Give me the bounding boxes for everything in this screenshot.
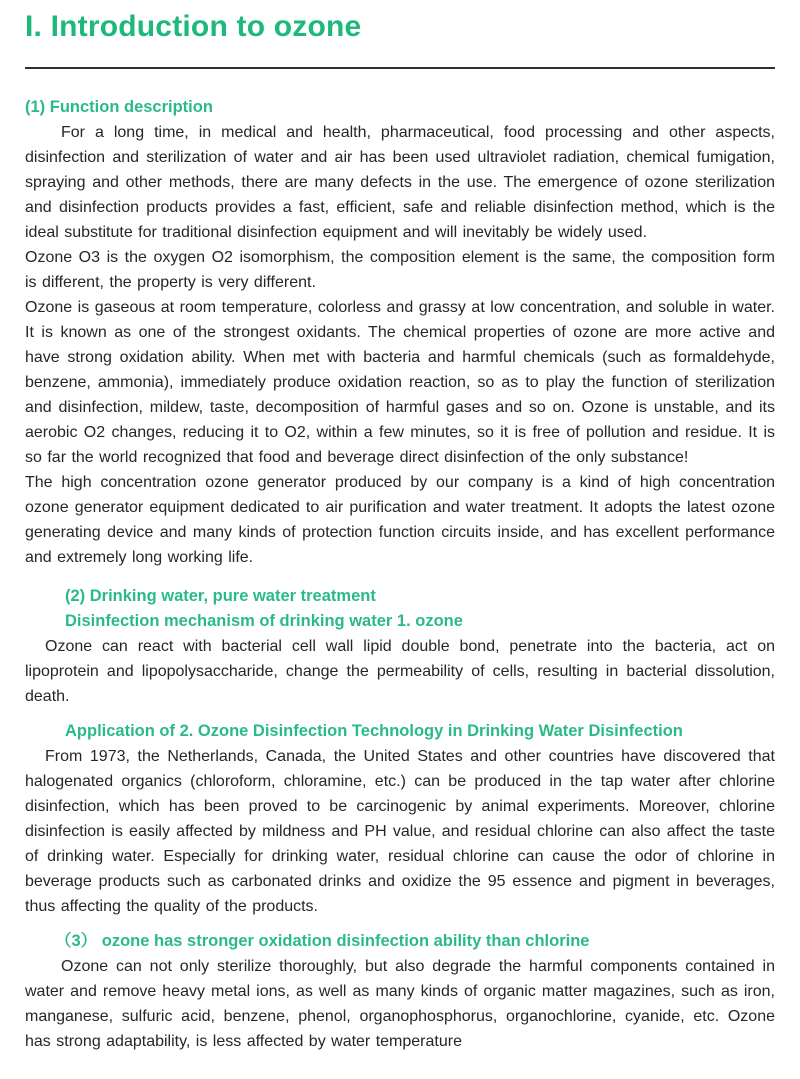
- heading-function-description: (1) Function description: [25, 98, 213, 116]
- paragraph-oxidation-ability: Ozone can not only sterilize thoroughly, but also degrade the harmful components contained in water and remove heavy metal ions, as well as many kinds of organic matter magazines, such as iron, manganese, sulfuric acid, benzene, phenol, organophosphorus, organochlorine, cyanide, etc. Ozone has strong adaptability, is less affected by water temperature: [25, 958, 775, 1050]
- section-drinking-water: [25, 584, 775, 1054]
- paragraph-application: From 1973, the Netherlands, Canada, the United States and other countries have discovered that halogenated organics (chloroform, chloramine, etc.) can be produced in the tap water after chlorine disinfection, which has been proved to be carcinogenic by animal experiments. Moreover, chlorine disinfection is easily affected by mildness and PH value, and residual chlorine can also affect the taste of drinking water. Especially for drinking water, residual chlorine can cause the odor of chlorine in beverage products such as carbonated drinks and oxidize the 95 essence and pigment in beverages, thus affecting the quality of the products.: [25, 748, 775, 915]
- subheading-disinfection-mechanism: Disinfection mechanism of drinking water 1. ozone: [65, 612, 463, 630]
- paragraph-disinfection-mechanism: Ozone can react with bacterial cell wall lipid double bond, penetrate into the bacteria, act on lipoprotein and lipopolysaccharide, change the permeability of cells, resulting in bacterial dissolution, death.: [25, 638, 775, 705]
- page-title: I. Introduction to ozone: [25, 10, 362, 43]
- heading-drinking-water: (2) Drinking water, pure water treatment: [65, 587, 376, 605]
- subheading-application: Application of 2. Ozone Disinfection Technology in Drinking Water Disinfection: [65, 722, 683, 740]
- section-spacer: [25, 570, 775, 584]
- paragraph-ozone-generator: The high concentration ozone generator produced by our company is a kind of high concentration ozone generator equipment dedicated to air purification and water treatment. It adopts the latest ozone generating device and many kinds of protection function circuits inside, and has excellent performance and extremely long working life.: [25, 474, 775, 566]
- paragraph-long-time: For a long time, in medical and health, pharmaceutical, food processing and other aspects, disinfection and sterilization of water and air has been used ultraviolet radiation, chemical fumigation, spraying and other methods, there are many defects in the use. The emergence of ozone sterilization and disinfection products provides a fast, efficient, safe and reliable disinfection method, which is the ideal substitute for traditional disinfection equipment and will inevitably be widely used.: [25, 124, 775, 241]
- section-function-description: [25, 95, 775, 570]
- subheading-oxidation-ability: （3） ozone has stronger oxidation disinfection ability than chlorine: [55, 932, 590, 950]
- paragraph-ozone-properties: Ozone is gaseous at room temperature, colorless and grassy at low concentration, and soluble in water. It is known as one of the strongest oxidants. The chemical properties of ozone are more active and have strong oxidation ability. When met with bacteria and harmful chemicals (such as formaldehyde, benzene, ammonia), immediately produce oxidation reaction, so as to play the function of sterilization and disinfection, mildew, taste, decomposition of harmful gases and so on. Ozone is unstable, and its aerobic O2 changes, reducing it to O2, within a few minutes, so it is free of pollution and residue. It is so far the world recognized that food and beverage direct disinfection of the only substance!: [25, 299, 775, 466]
- paragraph-isomorphism: Ozone O3 is the oxygen O2 isomorphism, the composition element is the same, the composition form is different, the property is very different.: [25, 249, 775, 291]
- title-divider: [25, 67, 775, 69]
